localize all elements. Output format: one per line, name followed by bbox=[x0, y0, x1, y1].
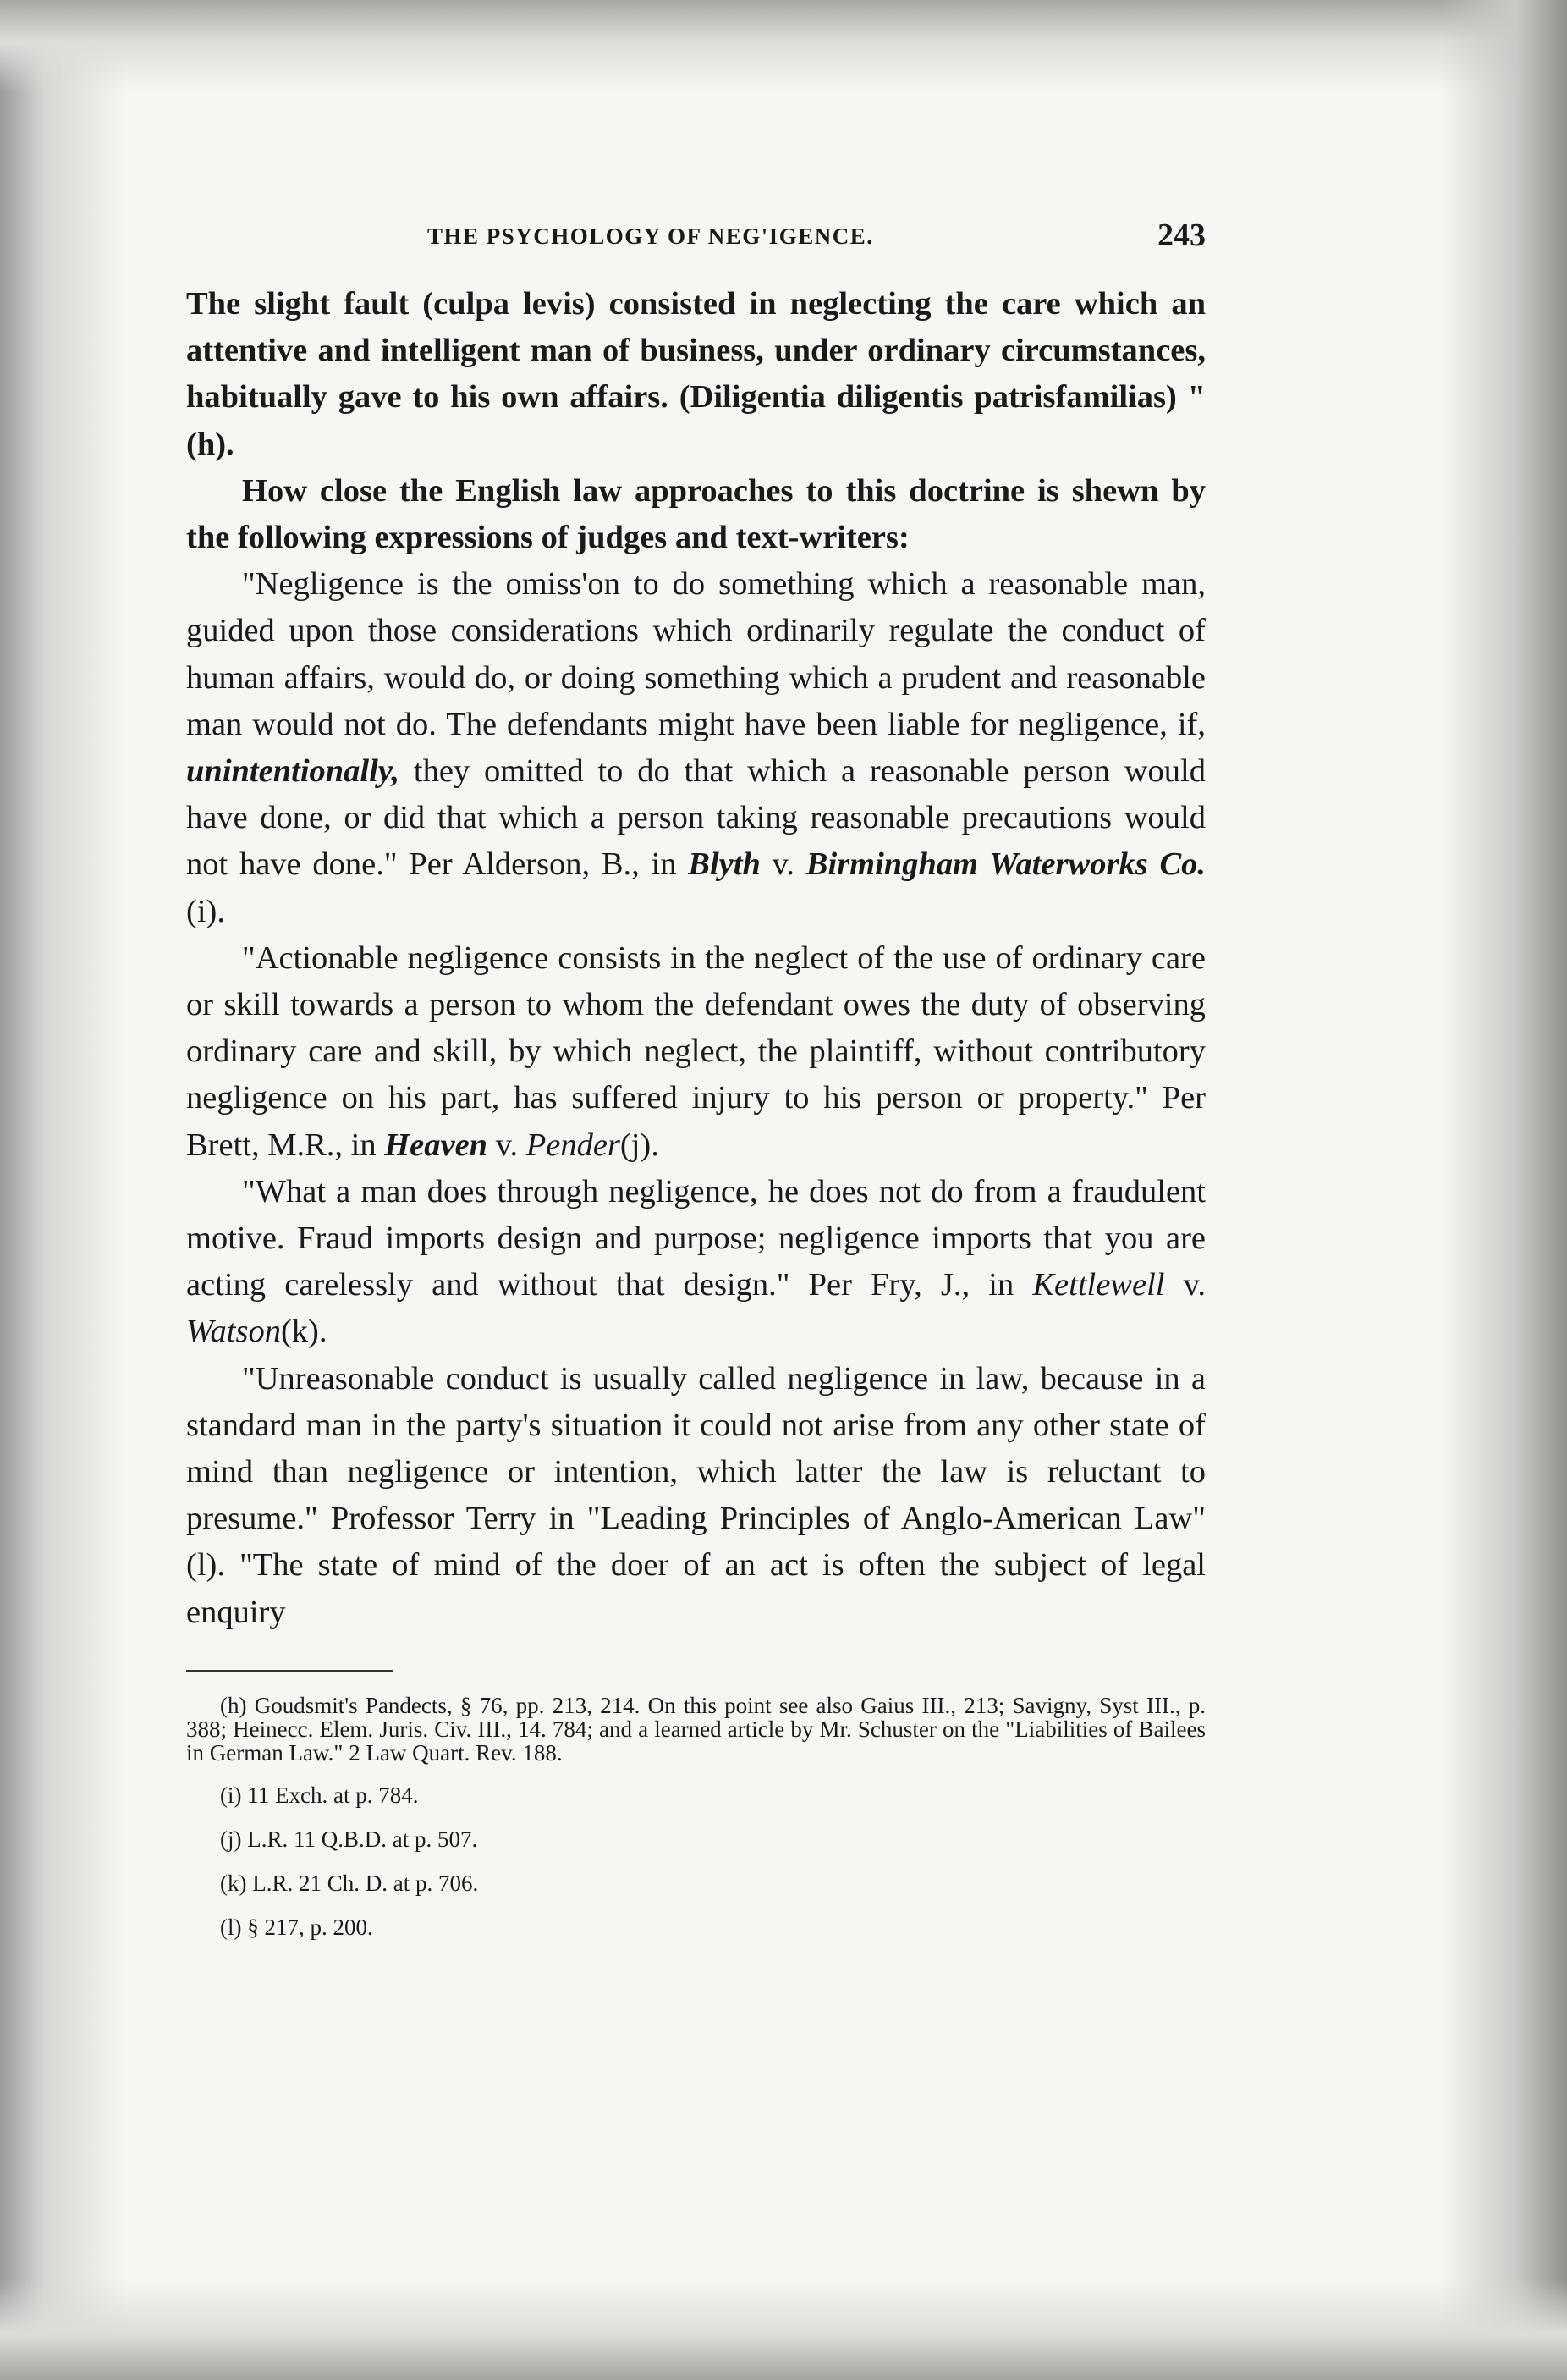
footnote-rule bbox=[186, 1670, 393, 1672]
paragraph-alderson-quote: "Negligence is the omiss'on to do something which a reasonable man, guided upon those considerations which ordinarily regulate the conduct of human affairs, would do, or doing something which a prudent and reasonable man would not do. The defendants might have been liable for negligence, if, unintentionally, they omitted to do that which a reasonable person would have done, or did that which a person taking reasonable precautions would not have done." Per Alderson, B., in Blyth v. Birmingham Waterworks Co.(i). bbox=[186, 566, 1207, 929]
footnote-j: (j) L.R. 11 Q.B.D. at p. 507. bbox=[220, 1826, 478, 1852]
main-text bbox=[186, 281, 1206, 561]
case-name: Heaven bbox=[384, 1127, 488, 1163]
paragraph-fry-quote: "What a man does through negligence, he does not do from a fraudulent motive. Fraud imports design and purpose; negligence imports that you are acting carelessly and without that design." Per Fry, J., in Kettlewell v. Watson(k). bbox=[186, 1173, 1207, 1350]
quotations bbox=[186, 561, 1206, 1636]
paragraph-english-law: How close the English law approaches to this doctrine is shewn by the following expressions of judges and text-writers: bbox=[186, 472, 1206, 556]
book-page bbox=[186, 212, 1206, 1959]
case-name: Watson bbox=[186, 1314, 281, 1350]
case-name: Blyth bbox=[688, 846, 761, 883]
case-name: Birmingham Waterworks Co. bbox=[805, 846, 1207, 883]
footnote-i: (i) 11 Exch. at p. 784. bbox=[220, 1782, 419, 1808]
page-number: 243 bbox=[1157, 218, 1206, 253]
scan-shadow-bottom bbox=[0, 2278, 1567, 2380]
footnote-l: (l) § 217, p. 200. bbox=[220, 1914, 373, 1940]
case-name: Kettlewell bbox=[1032, 1267, 1165, 1303]
running-title: THE PSYCHOLOGY OF NEG'IGENCE. bbox=[427, 223, 874, 249]
scan-shadow-right bbox=[1440, 0, 1567, 2380]
paragraph-culpa-levis: The slight fault (culpa levis) consisted in neglecting the care which an attentive and intelligent man of business, under ordinary circumstances, habitually gave to his own affairs. (Diligentia diligentis patrisfamilias) "(h). bbox=[186, 286, 1206, 462]
scan-shadow-left bbox=[0, 0, 127, 2380]
case-name: Pender bbox=[525, 1127, 620, 1163]
paragraph-terry-quote: "Unreasonable conduct is usually called negligence in law, because in a standard man in the party's situation it could not arise from any other state of mind than negligence or intention, which latter the law is reluctant to presume." Professor Terry in "Leading Principles of Anglo-American Law"(l). "The state of mind of the doer of an act is often the subject of legal enquiry bbox=[186, 1360, 1206, 1630]
footnotes bbox=[186, 1694, 1206, 1939]
footnote-h: (h) Goudsmit's Pandects, § 76, pp. 213, 214. On this point see also Gaius III., 213; Savigny, Syst III., p. 388; Heinecc. Elem. Juris. Civ. III., 14. 784; and a learned article by Mr. Schuster on the "Liabilities of Bailees in German Law." 2 Law Quart. Rev. 188. bbox=[186, 1692, 1206, 1766]
scan-shadow-top bbox=[0, 0, 1567, 93]
paragraph-brett-quote: "Actionable negligence consists in the neglect of the use of ordinary care or skill towards a person to whom the defendant owes the duty of observing ordinary care and skill, by which neglect, the plaintiff, without contributory negligence on his part, has suffered injury to his person or property." Per Brett, M.R., in Heaven v. Pender(j). bbox=[186, 939, 1206, 1163]
running-head bbox=[186, 212, 1206, 262]
footnote-k: (k) L.R. 21 Ch. D. at p. 706. bbox=[220, 1870, 479, 1896]
